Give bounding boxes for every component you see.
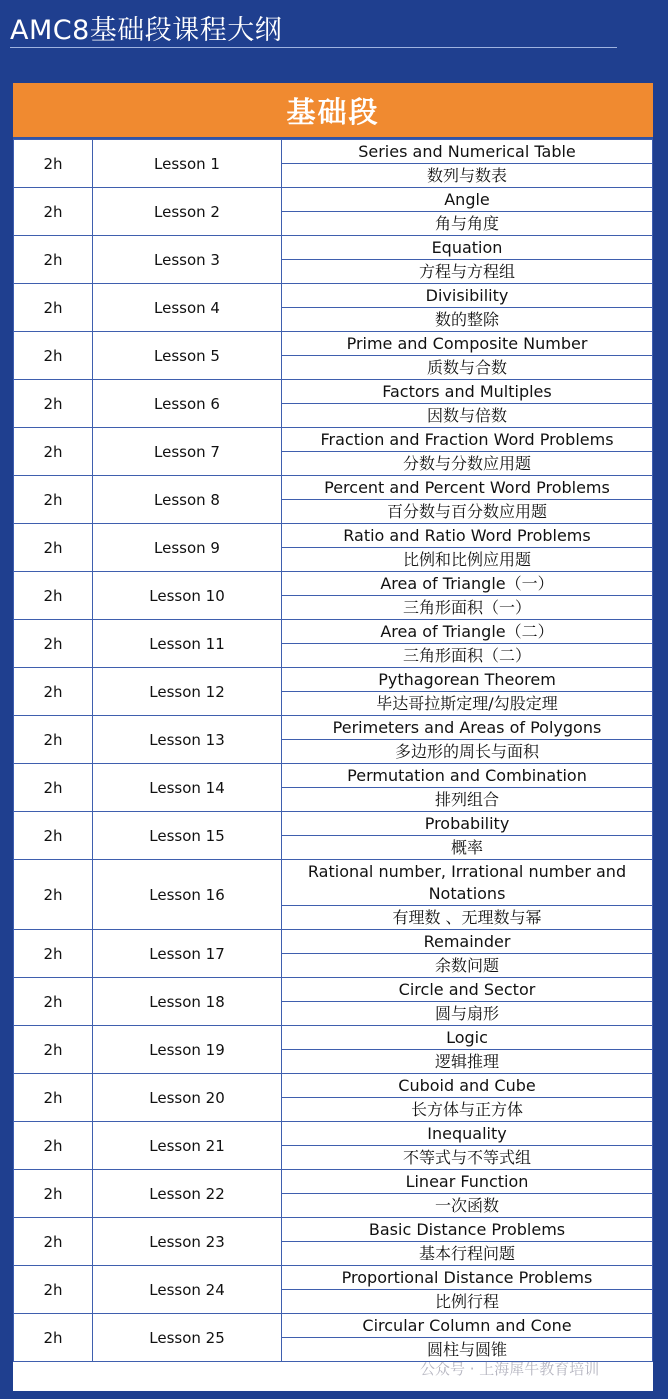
lesson-topic-english: Factors and Multiples [282, 380, 653, 404]
lesson-number: Lesson 15 [93, 812, 282, 860]
lesson-topic-english: Probability [282, 812, 653, 836]
lesson-number: Lesson 23 [93, 1218, 282, 1266]
lesson-number: Lesson 3 [93, 236, 282, 284]
lesson-topic-english: Angle [282, 188, 653, 212]
lesson-topic-english: Fraction and Fraction Word Problems [282, 428, 653, 452]
lesson-topic-english: Cuboid and Cube [282, 1074, 653, 1098]
lesson-duration: 2h [14, 140, 93, 188]
lesson-row [14, 1170, 653, 1194]
lesson-topic-chinese: 因数与倍数 [282, 404, 653, 428]
lesson-number: Lesson 14 [93, 764, 282, 812]
lesson-duration: 2h [14, 524, 93, 572]
lesson-row [14, 716, 653, 740]
lesson-topic-chinese: 长方体与正方体 [282, 1098, 653, 1122]
lesson-number: Lesson 20 [93, 1074, 282, 1122]
lesson-duration: 2h [14, 764, 93, 812]
lesson-topic-english: Prime and Composite Number [282, 332, 653, 356]
lesson-number: Lesson 1 [93, 140, 282, 188]
lesson-topic-chinese: 比例和比例应用题 [282, 548, 653, 572]
lesson-topic-english: Inequality [282, 1122, 653, 1146]
lesson-row [14, 764, 653, 788]
lesson-row [14, 620, 653, 644]
lesson-duration: 2h [14, 1266, 93, 1314]
lesson-number: Lesson 9 [93, 524, 282, 572]
lesson-topic-chinese: 概率 [282, 836, 653, 860]
lesson-number: Lesson 8 [93, 476, 282, 524]
lesson-topic-chinese: 不等式与不等式组 [282, 1146, 653, 1170]
lesson-row [14, 1218, 653, 1242]
lesson-topic-english: Area of Triangle（一） [282, 572, 653, 596]
lesson-topic-chinese: 基本行程问题 [282, 1242, 653, 1266]
lesson-number: Lesson 13 [93, 716, 282, 764]
lesson-topic-english: Ratio and Ratio Word Problems [282, 524, 653, 548]
lesson-topic-chinese: 三角形面积（一） [282, 596, 653, 620]
lesson-topic-chinese: 三角形面积（二） [282, 644, 653, 668]
lesson-topic-english: Circle and Sector [282, 978, 653, 1002]
lesson-topic-chinese: 分数与分数应用题 [282, 452, 653, 476]
lesson-topic-chinese: 比例行程 [282, 1290, 653, 1314]
lesson-row [14, 140, 653, 164]
page-title: AMC8基础段课程大纲 [10, 15, 283, 46]
lesson-topic-english: Circular Column and Cone [282, 1314, 653, 1338]
lesson-topic-english: Basic Distance Problems [282, 1218, 653, 1242]
lesson-row [14, 188, 653, 212]
lesson-number: Lesson 19 [93, 1026, 282, 1074]
lesson-number: Lesson 21 [93, 1122, 282, 1170]
lesson-duration: 2h [14, 716, 93, 764]
lesson-topic-chinese: 圆与扇形 [282, 1002, 653, 1026]
lesson-row [14, 236, 653, 260]
lesson-topic-english: Area of Triangle（二） [282, 620, 653, 644]
lesson-topic-chinese: 数列与数表 [282, 164, 653, 188]
syllabus-table [13, 139, 653, 1362]
lesson-topic-chinese: 多边形的周长与面积 [282, 740, 653, 764]
lesson-duration: 2h [14, 380, 93, 428]
lesson-topic-english: Series and Numerical Table [282, 140, 653, 164]
lesson-topic-chinese: 排列组合 [282, 788, 653, 812]
lesson-topic-english: Rational number, Irrational number and Notations [282, 860, 653, 906]
syllabus-card [13, 83, 653, 1391]
lesson-row [14, 812, 653, 836]
lesson-duration: 2h [14, 620, 93, 668]
lesson-number: Lesson 6 [93, 380, 282, 428]
lesson-topic-english: Remainder [282, 930, 653, 954]
lesson-topic-chinese: 数的整除 [282, 308, 653, 332]
lesson-topic-chinese: 质数与合数 [282, 356, 653, 380]
wechat-watermark: 公众号 · 上海犀牛教育培训 [420, 1360, 600, 1378]
lesson-row [14, 668, 653, 692]
lesson-topic-chinese: 毕达哥拉斯定理/勾股定理 [282, 692, 653, 716]
lesson-row [14, 1314, 653, 1338]
lesson-number: Lesson 2 [93, 188, 282, 236]
lesson-number: Lesson 5 [93, 332, 282, 380]
lesson-topic-english: Proportional Distance Problems [282, 1266, 653, 1290]
lesson-row [14, 428, 653, 452]
lesson-duration: 2h [14, 1314, 93, 1362]
lesson-topic-chinese: 角与角度 [282, 212, 653, 236]
lesson-number: Lesson 24 [93, 1266, 282, 1314]
lesson-number: Lesson 17 [93, 930, 282, 978]
lesson-topic-english: Perimeters and Areas of Polygons [282, 716, 653, 740]
lesson-duration: 2h [14, 188, 93, 236]
lesson-topic-chinese: 逻辑推理 [282, 1050, 653, 1074]
lesson-duration: 2h [14, 332, 93, 380]
lesson-topic-english: Logic [282, 1026, 653, 1050]
lesson-duration: 2h [14, 978, 93, 1026]
lesson-number: Lesson 4 [93, 284, 282, 332]
lesson-number: Lesson 22 [93, 1170, 282, 1218]
lesson-duration: 2h [14, 860, 93, 930]
syllabus-header: 基础段 [13, 83, 653, 139]
lesson-topic-english: Linear Function [282, 1170, 653, 1194]
lesson-number: Lesson 18 [93, 978, 282, 1026]
lesson-duration: 2h [14, 572, 93, 620]
lesson-row [14, 476, 653, 500]
lesson-topic-english: Permutation and Combination [282, 764, 653, 788]
lesson-topic-chinese: 百分数与百分数应用题 [282, 500, 653, 524]
lesson-duration: 2h [14, 476, 93, 524]
lesson-row [14, 1026, 653, 1050]
lesson-topic-chinese: 圆柱与圆锥 [282, 1338, 653, 1362]
lesson-duration: 2h [14, 236, 93, 284]
lesson-number: Lesson 7 [93, 428, 282, 476]
lesson-number: Lesson 25 [93, 1314, 282, 1362]
syllabus-body [14, 140, 653, 1362]
lesson-number: Lesson 10 [93, 572, 282, 620]
lesson-number: Lesson 11 [93, 620, 282, 668]
lesson-duration: 2h [14, 1122, 93, 1170]
lesson-duration: 2h [14, 284, 93, 332]
lesson-row [14, 572, 653, 596]
lesson-topic-english: Percent and Percent Word Problems [282, 476, 653, 500]
lesson-topic-chinese: 一次函数 [282, 1194, 653, 1218]
lesson-duration: 2h [14, 812, 93, 860]
lesson-row [14, 1074, 653, 1098]
lesson-row [14, 1266, 653, 1290]
lesson-topic-english: Equation [282, 236, 653, 260]
lesson-row [14, 978, 653, 1002]
lesson-row [14, 380, 653, 404]
lesson-row [14, 284, 653, 308]
lesson-row [14, 860, 653, 906]
title-divider [10, 47, 617, 48]
lesson-row [14, 1122, 653, 1146]
lesson-topic-english: Divisibility [282, 284, 653, 308]
lesson-duration: 2h [14, 1170, 93, 1218]
lesson-row [14, 332, 653, 356]
lesson-topic-chinese: 方程与方程组 [282, 260, 653, 284]
lesson-duration: 2h [14, 930, 93, 978]
lesson-number: Lesson 12 [93, 668, 282, 716]
lesson-topic-chinese: 有理数 、无理数与幂 [282, 906, 653, 930]
lesson-duration: 2h [14, 1218, 93, 1266]
lesson-duration: 2h [14, 428, 93, 476]
lesson-duration: 2h [14, 1074, 93, 1122]
lesson-topic-chinese: 余数问题 [282, 954, 653, 978]
lesson-row [14, 524, 653, 548]
lesson-row [14, 930, 653, 954]
lesson-number: Lesson 16 [93, 860, 282, 930]
lesson-topic-english: Pythagorean Theorem [282, 668, 653, 692]
lesson-duration: 2h [14, 1026, 93, 1074]
lesson-duration: 2h [14, 668, 93, 716]
